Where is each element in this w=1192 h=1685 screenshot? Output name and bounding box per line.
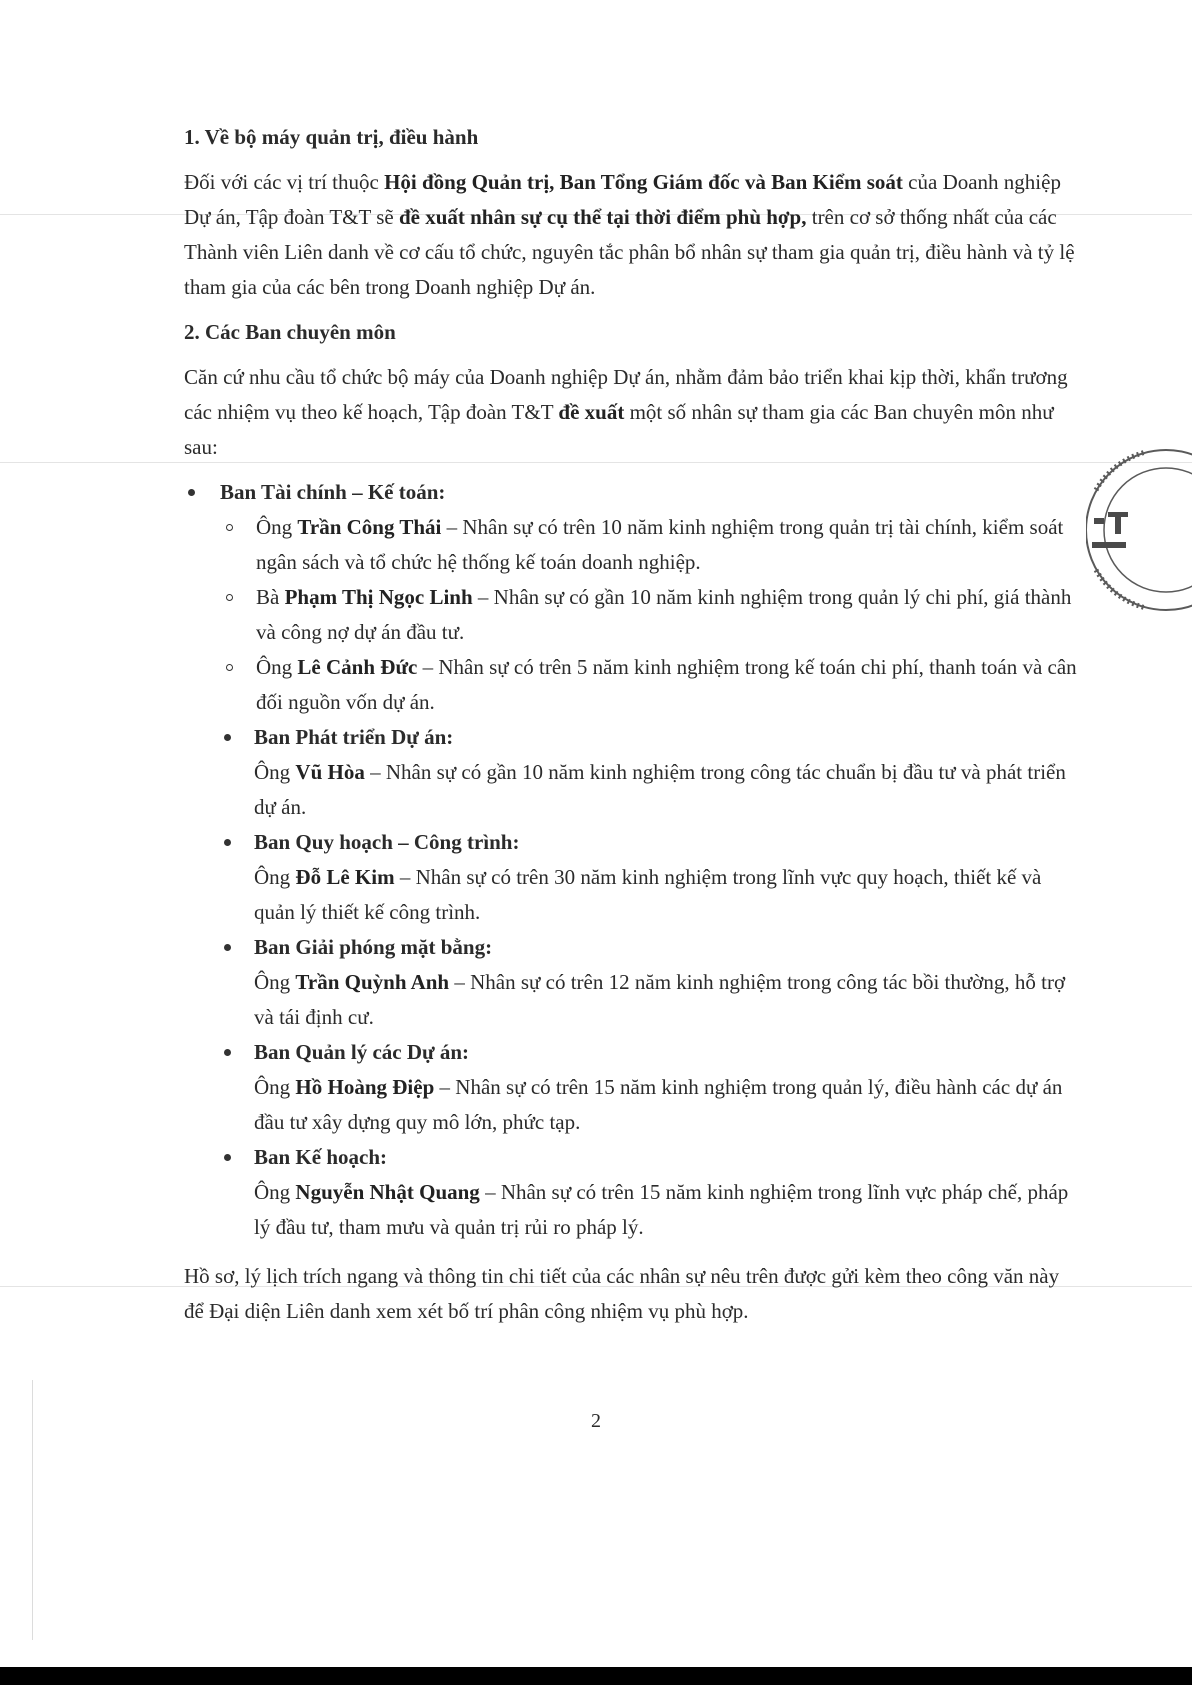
company-seal-icon — [1086, 430, 1192, 630]
dept-site-clearance: Ban Giải phóng mặt bằng: Ông Trần Quỳnh Anh – Nhân sự có trên 12 năm kinh nghiệm trong công tác bồi thường, hỗ trợ và tái định cư. — [184, 930, 1084, 1035]
section-1-paragraph: Đối với các vị trí thuộc Hội đồng Quản trị, Ban Tổng Giám đốc và Ban Kiểm soát của Doanh nghiệp Dự án, Tập đoàn T&T sẽ đề xuất nhân sự cụ thể tại thời điểm phù hợp, trên cơ sở thống nhất của các Thành viên Liên danh về cơ cấu tổ chức, nguyên tắc phân bổ nhân sự tham gia quản trị, điều hành và tỷ lệ tham gia của các bên trong Doanh nghiệp Dự án. — [184, 170, 1075, 299]
section-1-heading: 1. Về bộ máy quản trị, điều hành — [184, 125, 479, 149]
dept-title: Ban Tài chính – Kế toán: — [220, 480, 446, 504]
bold-propose-personnel: đề xuất nhân sự cụ thể tại thời điểm phù hợp, — [398, 205, 807, 229]
circle-bullet-icon — [226, 594, 233, 601]
bullet-icon — [224, 1154, 231, 1161]
section-2-heading: 2. Các Ban chuyên môn — [184, 320, 396, 344]
scan-edge — [0, 1667, 1192, 1685]
finance-member-3: Ông Lê Cảnh Đức – Nhân sự có trên 5 năm kinh nghiệm trong kế toán chi phí, thanh toán và cân đối nguồn vốn dự án. — [220, 650, 1084, 720]
dept-finance — [184, 475, 1084, 720]
closing-paragraph: Hồ sơ, lý lịch trích ngang và thông tin chi tiết của các nhân sự nêu trên được gửi kèm theo công văn này để Đại diện Liên danh xem xét bố trí phân công nhiệm vụ phù hợp. — [184, 1264, 1060, 1323]
dept-planning: Ban Kế hoạch: Ông Nguyễn Nhật Quang – Nhân sự có trên 15 năm kinh nghiệm trong lĩnh vực pháp chế, pháp lý đầu tư, tham mưu và quản trị rủi ro pháp lý. — [184, 1140, 1084, 1245]
dept-member: Ông Vũ Hòa – Nhân sự có gần 10 năm kinh nghiệm trong công tác chuẩn bị đầu tư và phát triển dự án. — [254, 760, 1066, 819]
page-number: 2 — [591, 1410, 601, 1432]
bullet-icon — [224, 944, 231, 951]
bold-propose: đề xuất — [558, 400, 625, 424]
section-2-paragraph: Căn cứ nhu cầu tổ chức bộ máy của Doanh nghiệp Dự án, nhằm đảm bảo triển khai kịp thời, khẩn trương các nhiệm vụ theo kế hoạch, Tập đoàn T&T đề xuất một số nhân sự tham gia các Ban chuyên môn như sau: — [184, 365, 1068, 459]
dept-member: Ông Trần Quỳnh Anh – Nhân sự có trên 12 năm kinh nghiệm trong công tác bồi thường, hỗ trợ và tái định cư. — [254, 970, 1066, 1029]
bullet-icon — [188, 489, 195, 496]
finance-member-1: Ông Trần Công Thái – Nhân sự có trên 10 năm kinh nghiệm trong quản trị tài chính, kiểm soát ngân sách và tổ chức hệ thống kế toán doanh nghiệp. — [220, 510, 1084, 580]
bullet-icon — [224, 734, 231, 741]
circle-bullet-icon — [226, 664, 233, 671]
finance-member-2: Bà Phạm Thị Ngọc Linh – Nhân sự có gần 10 năm kinh nghiệm trong quản lý chi phí, giá thành và công nợ dự án đầu tư. — [220, 580, 1084, 650]
bullet-icon — [224, 839, 231, 846]
dept-planning-construction: Ban Quy hoạch – Công trình: Ông Đỗ Lê Kim – Nhân sự có trên 30 năm kinh nghiệm trong lĩnh vực quy hoạch, thiết kế và quản lý thiết kế công trình. — [184, 825, 1084, 930]
circle-bullet-icon — [226, 524, 233, 531]
bold-governance-bodies: Hội đồng Quản trị, Ban Tổng Giám đốc và Ban Kiểm soát — [384, 170, 903, 194]
dept-member: Ông Đỗ Lê Kim – Nhân sự có trên 30 năm kinh nghiệm trong lĩnh vực quy hoạch, thiết kế và quản lý thiết kế công trình. — [254, 865, 1042, 924]
document-body — [184, 120, 1084, 1339]
dept-project-management: Ban Quản lý các Dự án: Ông Hồ Hoàng Điệp – Nhân sự có trên 15 năm kinh nghiệm trong quản lý, điều hành các dự án đầu tư xây dựng quy mô lớn, phức tạp. — [184, 1035, 1084, 1140]
bullet-icon — [224, 1049, 231, 1056]
dept-project-development: Ban Phát triển Dự án: Ông Vũ Hòa – Nhân sự có gần 10 năm kinh nghiệm trong công tác chuẩn bị đầu tư và phát triển dự án. — [184, 720, 1084, 825]
dept-member: Ông Nguyễn Nhật Quang – Nhân sự có trên 15 năm kinh nghiệm trong lĩnh vực pháp chế, pháp lý đầu tư, tham mưu và quản trị rủi ro pháp lý. — [254, 1180, 1069, 1239]
dept-member: Ông Hồ Hoàng Điệp – Nhân sự có trên 15 năm kinh nghiệm trong quản lý, điều hành các dự án đầu tư xây dựng quy mô lớn, phức tạp. — [254, 1075, 1063, 1134]
